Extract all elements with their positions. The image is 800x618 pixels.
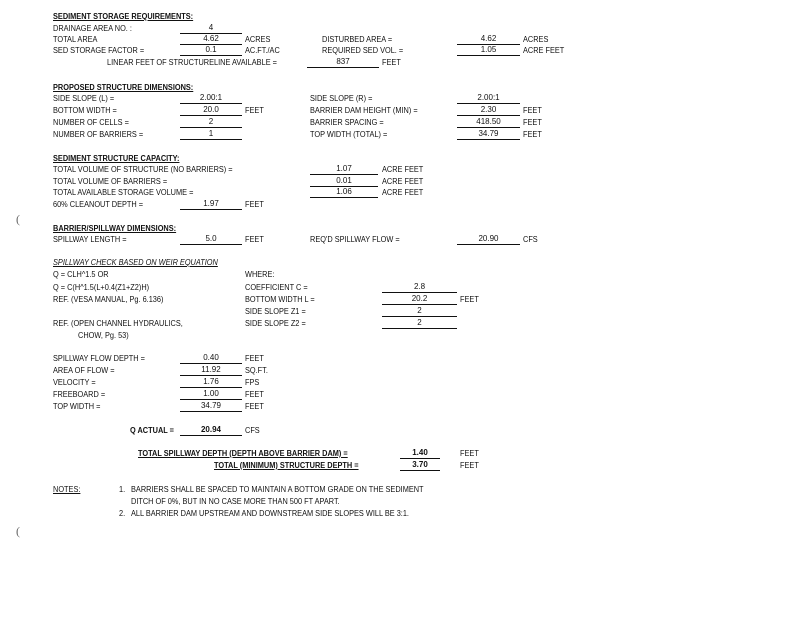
total-vol-structure-label: TOTAL VOLUME OF STRUCTURE (NO BARRIERS) = (53, 165, 233, 174)
velocity-value: 1.76 (180, 377, 242, 388)
freeboard-value: 1.00 (180, 389, 242, 400)
flow-top-width-label: TOP WIDTH = (53, 402, 101, 411)
required-vol-label: REQUIRED SED VOL. = (322, 46, 404, 55)
linear-feet-value: 837 (307, 57, 379, 68)
cells-label: NUMBER OF CELLS = (53, 118, 129, 127)
req-flow-unit: CFS (523, 235, 538, 244)
total-area-unit: ACRES (245, 35, 271, 44)
ref-chow-2: CHOW, Pg. 53) (78, 331, 129, 340)
side-slope-z1-label: SIDE SLOPE Z1 = (245, 307, 306, 316)
required-vol-unit: ACRE FEET (523, 46, 565, 55)
top-width-unit: FEET (523, 130, 542, 139)
total-structure-depth-value: 3.70 (400, 460, 440, 471)
spillway-length-value: 5.0 (180, 234, 242, 245)
barriers-label: NUMBER OF BARRIERS = (53, 130, 144, 139)
area-of-flow-label: AREA OF FLOW = (53, 366, 115, 375)
side-slope-l-label: SIDE SLOPE (L) = (53, 94, 115, 103)
total-area-value: 4.62 (180, 34, 242, 45)
dimensions-heading: PROPOSED STRUCTURE DIMENSIONS: (53, 83, 194, 92)
note-2-number: 2. (119, 509, 126, 518)
freeboard-unit: FEET (245, 390, 264, 399)
dam-height-unit: FEET (523, 106, 542, 115)
cleanout-depth-unit: FEET (245, 200, 264, 209)
barrier-spacing-label: BARRIER SPACING = (310, 118, 384, 127)
side-slope-z2-label: SIDE SLOPE Z2 = (245, 319, 306, 328)
note-1-number: 1. (119, 485, 126, 494)
spillway-length-label: SPILLWAY LENGTH = (53, 235, 127, 244)
note-1-line-2: DITCH OF 0%, BUT IN NO CASE MORE THAN 500 FT APART. (131, 497, 340, 506)
coefficient-value: 2.8 (382, 282, 457, 293)
notes-heading: NOTES: (53, 485, 81, 494)
spillway-heading: BARRIER/SPILLWAY DIMENSIONS: (53, 224, 177, 233)
weir-bottom-width-label: BOTTOM WIDTH L = (245, 295, 315, 304)
linear-feet-unit: FEET (382, 58, 401, 67)
top-width-label: TOP WIDTH (TOTAL) = (310, 130, 388, 139)
side-slope-r-value: 2.00:1 (457, 93, 520, 104)
bottom-width-unit: FEET (245, 106, 264, 115)
scan-mark-icon: ( (16, 524, 20, 538)
total-structure-depth-label: TOTAL (MINIMUM) STRUCTURE DEPTH = (214, 461, 359, 470)
disturbed-area-unit: ACRES (523, 35, 549, 44)
barrier-spacing-value: 418.50 (457, 117, 520, 128)
side-slope-z1-value: 2 (382, 306, 457, 317)
flow-top-width-unit: FEET (245, 402, 264, 411)
total-vol-structure-value: 1.07 (310, 164, 378, 175)
capacity-heading: SEDIMENT STRUCTURE CAPACITY: (53, 154, 180, 163)
coefficient-label: COEFFICIENT C = (245, 283, 308, 292)
required-vol-value: 1.05 (457, 45, 520, 56)
total-vol-barriers-label: TOTAL VOLUME OF BARRIERS = (53, 177, 168, 186)
total-spillway-depth-unit: FEET (460, 449, 479, 458)
area-of-flow-unit: SQ.FT. (245, 366, 268, 375)
flow-depth-label: SPILLWAY FLOW DEPTH = (53, 354, 145, 363)
req-flow-value: 20.90 (457, 234, 520, 245)
dam-height-label: BARRIER DAM HEIGHT (MIN) = (310, 106, 418, 115)
flow-top-width-value: 34.79 (180, 401, 242, 412)
weir-heading: SPILLWAY CHECK BASED ON WEIR EQUATION (53, 258, 218, 267)
total-vol-barriers-unit: ACRE FEET (382, 177, 424, 186)
flow-depth-value: 0.40 (180, 353, 242, 364)
side-slope-z2-value: 2 (382, 318, 457, 329)
q-actual-label: Q ACTUAL = (130, 426, 174, 435)
ref-chow-1: REF. (OPEN CHANNEL HYDRAULICS, (53, 319, 183, 328)
where-label: WHERE: (245, 270, 275, 279)
cleanout-depth-label: 60% CLEANOUT DEPTH = (53, 200, 144, 209)
weir-eq1: Q = CLH^1.5 OR (53, 270, 109, 279)
total-area-label: TOTAL AREA (53, 35, 98, 44)
scan-mark-icon: ( (16, 212, 20, 226)
velocity-unit: FPS (245, 378, 260, 387)
velocity-label: VELOCITY = (53, 378, 96, 387)
q-actual-unit: CFS (245, 426, 260, 435)
sed-factor-unit: AC.FT./AC (245, 46, 280, 55)
dam-height-value: 2.30 (457, 105, 520, 116)
barrier-spacing-unit: FEET (523, 118, 542, 127)
q-actual-value: 20.94 (180, 425, 242, 436)
drainage-area-label: DRAINAGE AREA NO. : (53, 24, 132, 33)
top-width-value: 34.79 (457, 129, 520, 140)
disturbed-area-label: DISTURBED AREA = (322, 35, 393, 44)
total-available-unit: ACRE FEET (382, 188, 424, 197)
note-1-line-1: BARRIERS SHALL BE SPACED TO MAINTAIN A BOTTOM GRADE ON THE SEDIMENT (131, 485, 424, 494)
side-slope-r-label: SIDE SLOPE (R) = (310, 94, 373, 103)
bottom-width-label: BOTTOM WIDTH = (53, 106, 117, 115)
cleanout-depth-value: 1.97 (180, 199, 242, 210)
total-spillway-depth-label: TOTAL SPILLWAY DEPTH (DEPTH ABOVE BARRIER DAM) = (138, 449, 348, 458)
linear-feet-label: LINEAR FEET OF STRUCTURELINE AVAILABLE = (107, 58, 277, 67)
total-spillway-depth-value: 1.40 (400, 448, 440, 459)
ref-vesa: REF. (VESA MANUAL, Pg. 6.136) (53, 295, 164, 304)
cells-value: 2 (180, 117, 242, 128)
weir-bottom-width-unit: FEET (460, 295, 479, 304)
sed-factor-label: SED STORAGE FACTOR = (53, 46, 145, 55)
freeboard-label: FREEBOARD = (53, 390, 106, 399)
sed-factor-value: 0.1 (180, 45, 242, 56)
total-vol-structure-unit: ACRE FEET (382, 165, 424, 174)
weir-eq2: Q = C(H^1.5(L+0.4(Z1+Z2)H) (53, 283, 150, 292)
total-available-value: 1.06 (310, 187, 378, 198)
barriers-value: 1 (180, 129, 242, 140)
drainage-area-value: 4 (180, 23, 242, 34)
flow-depth-unit: FEET (245, 354, 264, 363)
disturbed-area-value: 4.62 (457, 34, 520, 45)
total-available-label: TOTAL AVAILABLE STORAGE VOLUME = (53, 188, 194, 197)
side-slope-l-value: 2.00:1 (180, 93, 242, 104)
storage-heading: SEDIMENT STORAGE REQUIREMENTS: (53, 12, 194, 21)
weir-bottom-width-value: 20.2 (382, 294, 457, 305)
area-of-flow-value: 11.92 (180, 365, 242, 376)
req-flow-label: REQ'D SPILLWAY FLOW = (310, 235, 400, 244)
total-structure-depth-unit: FEET (460, 461, 479, 470)
total-vol-barriers-value: 0.01 (310, 176, 378, 187)
note-2-text: ALL BARRIER DAM UPSTREAM AND DOWNSTREAM SIDE SLOPES WILL BE 3:1. (131, 509, 409, 518)
bottom-width-value: 20.0 (180, 105, 242, 116)
spillway-length-unit: FEET (245, 235, 264, 244)
